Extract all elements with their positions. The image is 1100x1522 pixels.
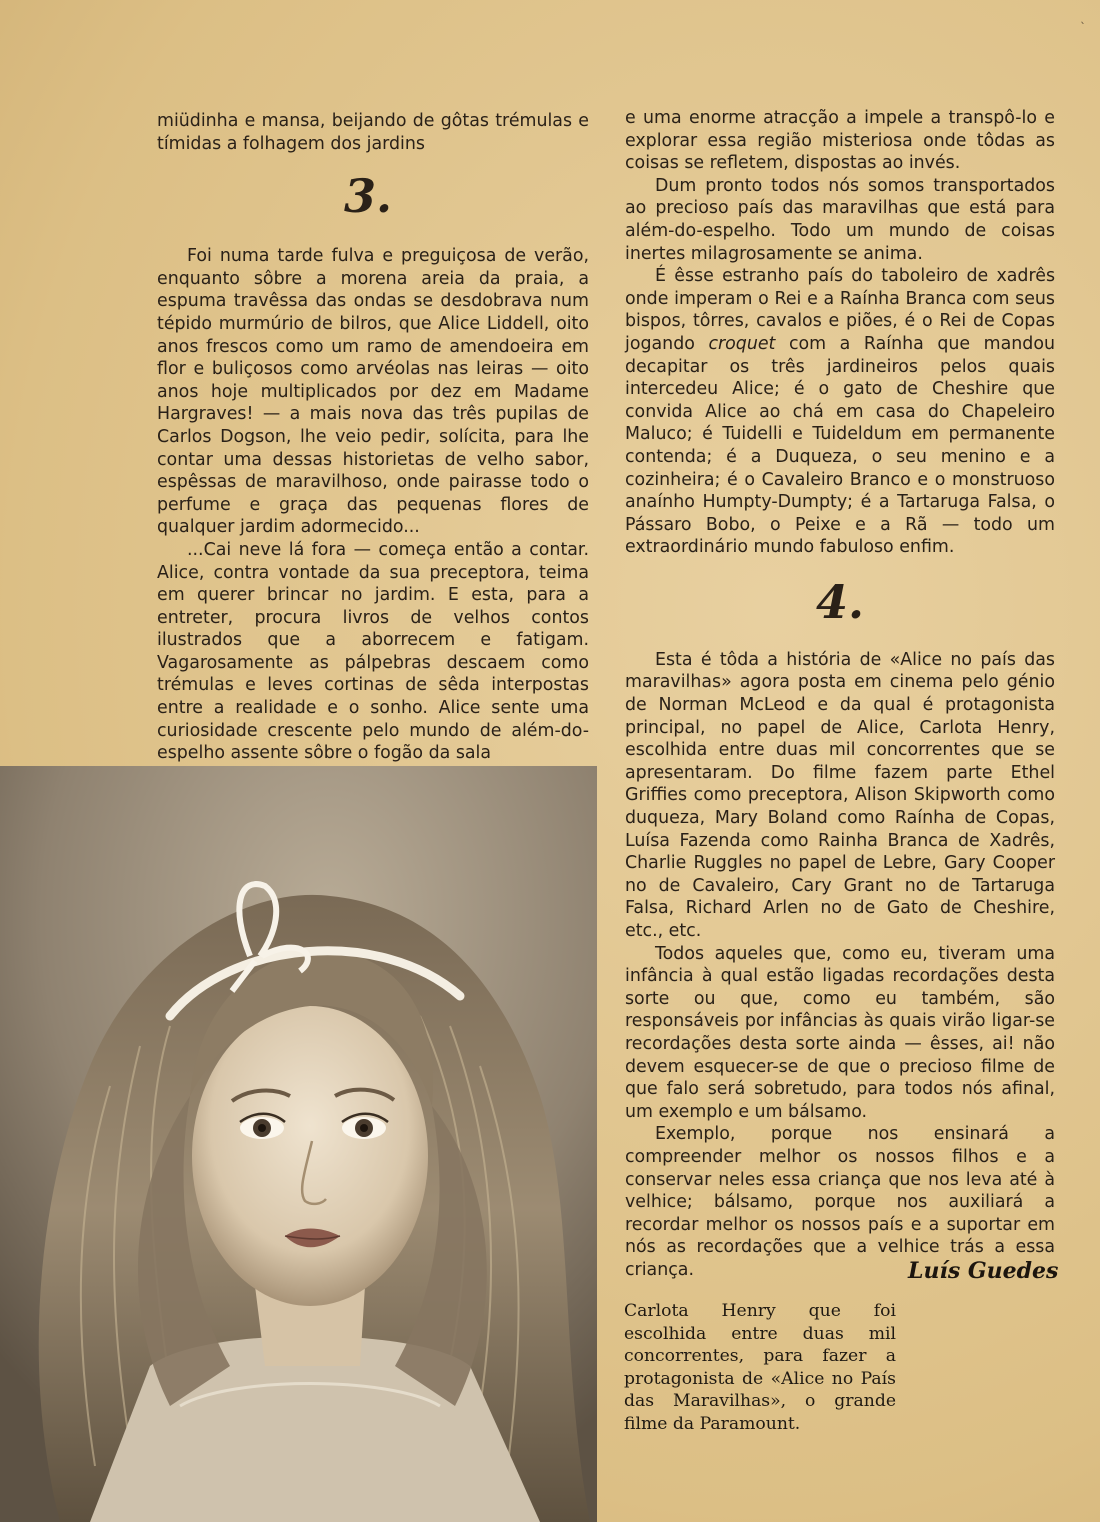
paragraph: Exemplo, porque nos ensinará a compreender melhor os nossos filhos e a conservar neles essa criança que nos leva até à velhice; bálsamo, porque nos auxiliará a recordar melhor os nossos país e a suportar em nós as recordações que a velhice trás a essa criança. bbox=[625, 1124, 1055, 1280]
portrait-illustration bbox=[0, 766, 597, 1522]
paragraph: miüdinha e mansa, beijando de gôtas trémulas e tímidas a folhagem dos jardins bbox=[157, 111, 589, 154]
section-number-4: 4. bbox=[815, 574, 865, 629]
page-mark: ˎ bbox=[1080, 10, 1086, 24]
portrait-photo bbox=[0, 766, 597, 1522]
paragraph bbox=[625, 265, 1055, 559]
croquet-italic: croquet bbox=[708, 333, 776, 354]
author-signature: Luís Guedes bbox=[908, 1258, 1059, 1284]
paragraph: Esta é tôda a história de «Alice no país das maravilhas» agora posta em cinema pelo génio de Norman McLeod e da qual é protagonista principal, no papel de Alice, Carlota Henry, escolhida entre duas mil concorrentes que se apresentaram. Do filme fazem parte Ethel Griffies como preceptora, Alison Skipworth como duqueza, Mary Boland como Raínha de Copas, Luísa Fazenda como Rainha Branca de Xadrês, Charlie Ruggles no papel de Lebre, Gary Cooper no de Cavaleiro, Cary Grant no de Tartaruga Falsa, Richard Arlen no de Gato de Cheshire, etc., etc. bbox=[625, 649, 1055, 941]
photo-caption: Carlota Henry que foi escolhida entre duas mil concorrentes, para fazer a protagonista de «Alice no País das Maravilhas», o grande filme da Paramount. bbox=[624, 1301, 896, 1434]
paragraph: Dum pronto todos nós somos transportados ao precioso país das maravilhas que está para além-do-espelho. Todo um mundo de coisas inertes milagrosamente se anima. bbox=[625, 175, 1055, 264]
paragraph: Foi numa tarde fulva e preguiçosa de verão, enquanto sôbre a morena areia da praia, a espuma travêssa das ondas se desdobrava num tépido murmúrio de bilros, que Alice Liddell, oito anos frescos como um ramo de amendoeira em flor e buliçosos como arvéolas nas leiras — oito anos hoje multiplicados por dez em Madame Hargraves! — a mais nova das três pupilas de Carlos Dogson, lhe veio pedir, solícita, para lhe contar uma dessas historietas de velho sabor, espêssas de maravilhoso, onde pairasse todo o perfume e graça das pequenas flores de qualquer jardim adormecido... bbox=[157, 246, 589, 538]
paragraph: e uma enorme atracção a impele a transpô-lo e explorar essa região misteriosa onde tôdas as coisas se refletem, dispostas ao invés. bbox=[625, 108, 1055, 174]
paragraph-text: É êsse estranho país do taboleiro de xadrês onde imperam o Rei e a Raínha Branca com seus bispos, tôrres, cavalos e piões, é o Rei de Copas jogando bbox=[625, 266, 1055, 354]
paragraph: Todos aqueles que, como eu, tiveram uma infância à qual estão ligadas recordações desta sorte ou que, como eu também, são responsáveis por infâncias às quais virão ligar-se recordações desta sorte ainda — êsses, ai! não devem esquecer-se de que o precioso filme de que falo será sobretudo, para todos nós afinal, um exemplo e um bálsamo. bbox=[625, 943, 1055, 1122]
left-column bbox=[157, 110, 589, 765]
paragraph: ...Cai neve lá fora — começa então a contar. Alice, contra vontade da sua preceptora, teima em querer brincar no jardim. E esta, para a entreter, procura livros de velhos contos ilustrados que a aborrecem e fatigam. Vagarosamente as pálpebras descaem como trémulas e leves cortinas de sêda interpostas entre a realidade e o sonho. Alice sente uma curiosidade crescente pelo mundo de além-do-espelho assente sôbre o fogão da sala bbox=[157, 539, 589, 764]
section-number-3: 3. bbox=[343, 169, 393, 224]
paragraph-text: com a Raínha que mandou decapitar os três jardineiros pelos quais intercedeu Alice; é o gato de Cheshire que convida Alice ao chá em casa do Chapeleiro Maluco; é Tuidelli e Tuideldum em permanente contenda; é a Duqueza, o seu menino e a cozinheira; é o Cavaleiro Branco e o monstruoso anaínho Humpty-Dumpty; é a Tartaruga Falsa, o Pássaro Bobo, o Peixe e a Rã — todo um extraordinário mundo fabuloso enfim. bbox=[625, 333, 1055, 558]
right-column bbox=[625, 107, 1055, 1282]
